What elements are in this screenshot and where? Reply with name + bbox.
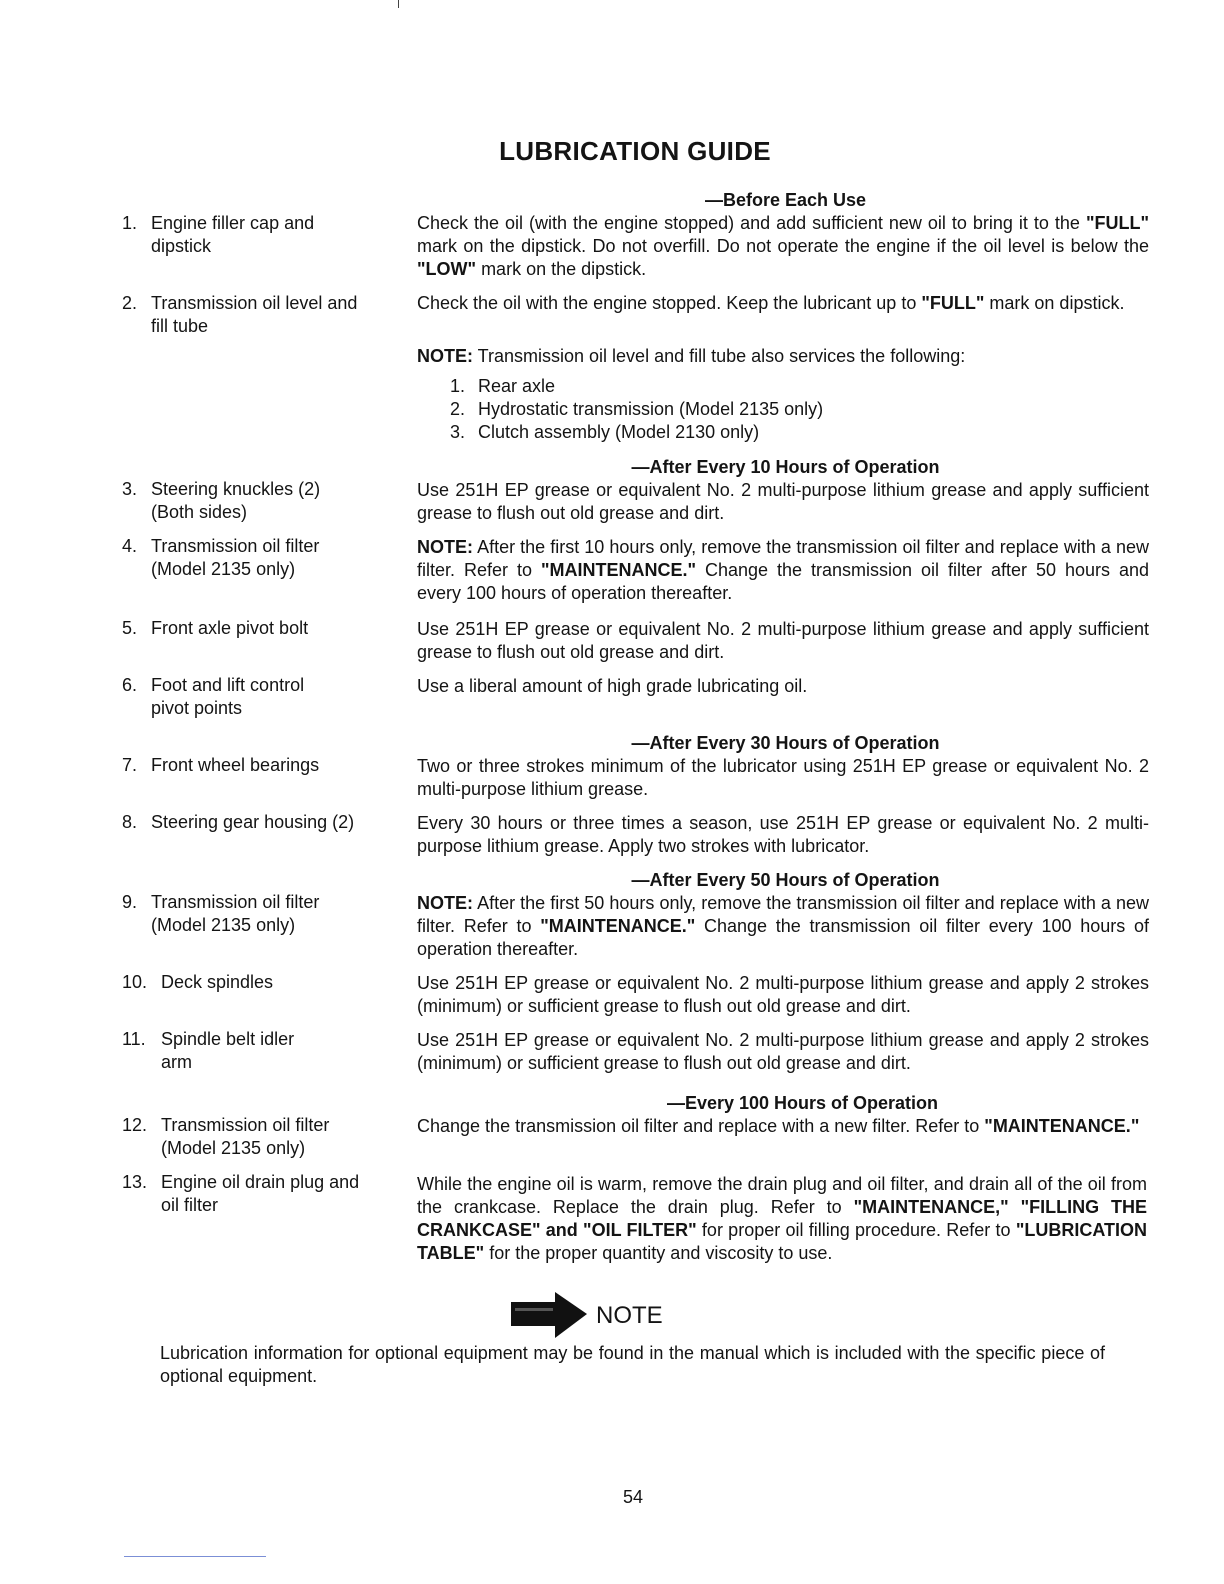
section-before-each-use: —Before Each Use xyxy=(704,190,867,210)
item-label: Transmission oil filter (Model 2135 only) xyxy=(161,1115,330,1158)
section-after-30-hours: —After Every 30 Hours of Operation xyxy=(631,733,940,753)
sub-list-item: 2. Hydrostatic transmission (Model 2135 only) xyxy=(450,399,824,419)
item-label: Deck spindles xyxy=(161,972,274,992)
sub-list-item: 3. Clutch assembly (Model 2130 only) xyxy=(450,422,760,442)
item-label: Front wheel bearings xyxy=(151,755,320,775)
item-number: 2. xyxy=(122,293,138,313)
page-number: 54 xyxy=(622,1487,644,1507)
desc-7: Two or three strokes minimum of the lubricator using 251H EP grease or equivalent No. 2 multi-purpose lithium grease. xyxy=(417,756,1149,799)
desc-3: Use 251H EP grease or equivalent No. 2 multi-purpose lithium grease and apply sufficient grease to flush out old grease and dirt. xyxy=(417,480,1149,523)
item-number: 6. xyxy=(122,675,138,695)
item-number: 8. xyxy=(122,812,138,832)
item-number: 12. xyxy=(122,1115,148,1135)
desc-8: Every 30 hours or three times a season, use 251H EP grease or equivalent No. 2 multi-purpose lithium grease. Apply two strokes with lubricator. xyxy=(417,813,1149,856)
footer-rule xyxy=(124,1556,266,1557)
item-label: Transmission oil filter (Model 2135 only) xyxy=(151,536,320,579)
section-every-100-hours: —Every 100 Hours of Operation xyxy=(666,1093,939,1113)
item-number: 13. xyxy=(122,1172,148,1192)
item-label: Engine oil drain plug and oil filter xyxy=(161,1172,360,1215)
item-number: 7. xyxy=(122,755,138,775)
item-number: 10. xyxy=(122,972,148,992)
scan-mark xyxy=(398,0,399,8)
item-number: 4. xyxy=(122,536,138,556)
desc-4: NOTE: After the first 10 hours only, remove the transmission oil filter and replace with a new filter. Refer to "MAINTENANCE." Change the transmission oil filter after 50 hours and every 100 hours of operation thereafter. xyxy=(417,537,1149,603)
item-label: Steering knuckles (2) (Both sides) xyxy=(151,479,321,522)
item-label: Transmission oil level and fill tube xyxy=(151,293,358,336)
item-label: Engine filler cap and dipstick xyxy=(151,213,315,256)
item-number: 11. xyxy=(122,1029,146,1049)
page-title: LUBRICATION GUIDE xyxy=(499,136,771,166)
sub-list-item: 1. Rear axle xyxy=(450,376,556,396)
item-label: Foot and lift control pivot points xyxy=(151,675,305,718)
desc-6: Use a liberal amount of high grade lubricating oil. xyxy=(417,676,808,696)
section-after-50-hours: —After Every 50 Hours of Operation xyxy=(631,870,940,890)
desc-9: NOTE: After the first 50 hours only, remove the transmission oil filter and replace with a new filter. Refer to "MAINTENANCE." Change the transmission oil filter every 100 hours of operation thereafter. xyxy=(417,893,1150,959)
desc-13: While the engine oil is warm, remove the drain plug and oil filter, and drain all of the oil from the crankcase. Replace the drain plug. Refer to "MAINTENANCE," "FILLING THE CRANKCASE" and "OIL FILTER" for proper oil filling procedure. Refer to "LUBRICATION TABLE" for the proper quantity and viscosity to use. xyxy=(417,1174,1148,1263)
item-label: Steering gear housing (2) xyxy=(151,812,355,832)
item-number: 3. xyxy=(122,479,138,499)
note-text: Lubrication information for optional equipment may be found in the manual which is included with the specific piece of optional equipment. xyxy=(160,1343,1105,1386)
item-label: Spindle belt idler arm xyxy=(161,1029,295,1072)
desc-11: Use 251H EP grease or equivalent No. 2 multi-purpose lithium grease and apply 2 strokes (minimum) or sufficient grease to flush out old grease and dirt. xyxy=(417,1030,1149,1073)
item-number: 5. xyxy=(122,618,138,638)
item-number: 1. xyxy=(122,213,138,233)
item-number: 9. xyxy=(122,892,138,912)
desc-5: Use 251H EP grease or equivalent No. 2 multi-purpose lithium grease and apply sufficient grease to flush out old grease and dirt. xyxy=(417,619,1149,662)
note-heading: NOTE xyxy=(596,1302,663,1329)
item-label: Front axle pivot bolt xyxy=(151,618,309,638)
desc-2-note: NOTE: Transmission oil level and fill tube also services the following: xyxy=(417,346,966,366)
section-after-10-hours: —After Every 10 Hours of Operation xyxy=(631,457,940,477)
desc-12: Change the transmission oil filter and replace with a new filter. Refer to "MAINTENANCE." xyxy=(417,1116,1140,1136)
item-label: Transmission oil filter (Model 2135 only) xyxy=(151,892,320,935)
desc-10: Use 251H EP grease or equivalent No. 2 multi-purpose lithium grease and apply 2 strokes (minimum) or sufficient grease to flush out old grease and dirt. xyxy=(417,973,1149,1016)
arrow-icon xyxy=(511,1290,587,1340)
desc-2: Check the oil with the engine stopped. Keep the lubricant up to "FULL" mark on dipstick. xyxy=(417,293,1125,313)
desc-1: Check the oil (with the engine stopped) and add sufficient new oil to bring it to the "FULL" mark on the dipstick. Do not overfill. Do not operate the engine if the oil level is below the "LOW" mark on the dipstick. xyxy=(417,213,1149,279)
